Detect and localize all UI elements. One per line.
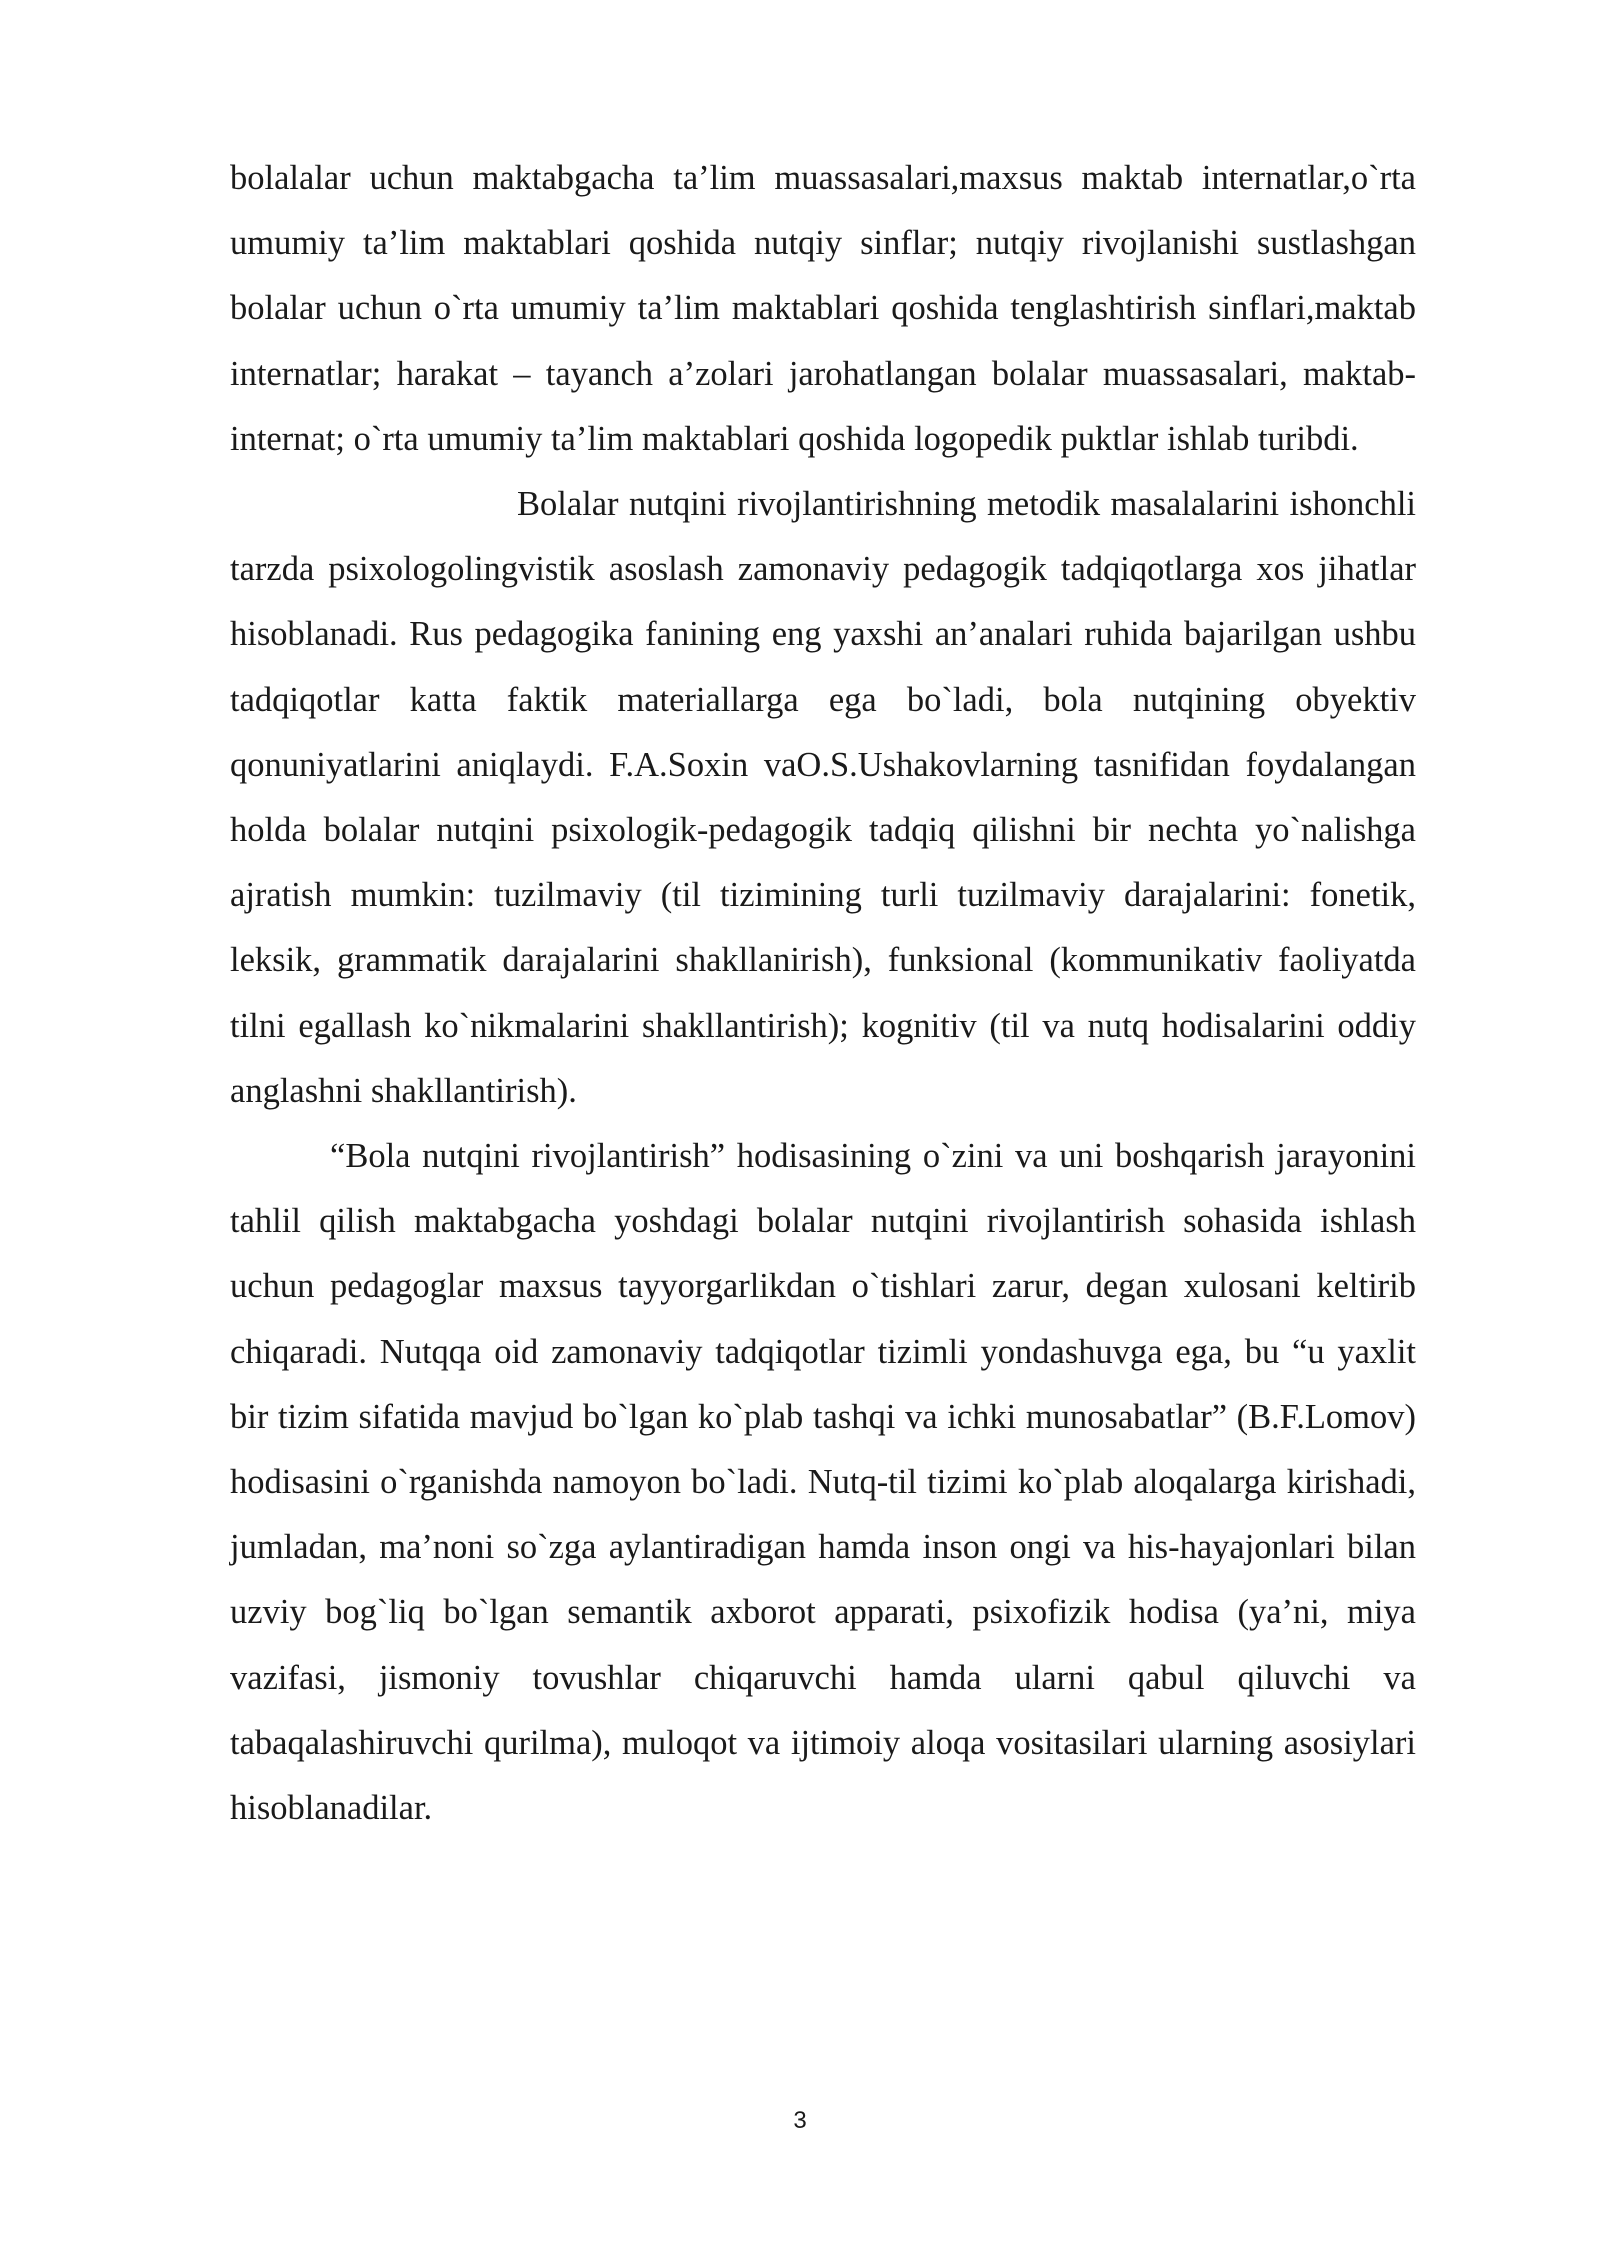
body-text bbox=[230, 146, 1416, 1841]
page-number: 3 bbox=[793, 2107, 807, 2134]
paragraph-continuation: bolalalar uchun maktabgacha ta’lim muassasalari,maxsus maktab internatlar,o`rta umumiy ta’lim maktablari qoshida nutqiy sinflar; nutqiy rivojlanishi sustlashgan bolalar uchun o`rta umumiy ta’lim maktablari qoshida tenglashtirish sinflari,maktab internatlar; harakat – tayanch a’zolari jarohatlangan bolalar muassasalari, maktab-internat; o`rta umumiy ta’lim maktablari qoshida logopedik puktlar ishlab turibdi. bbox=[230, 159, 1416, 458]
paragraph-methodology: Bolalar nutqini rivojlantirishning metodik masalalarini ishonchli tarzda psixologolingvistik asoslash zamonaviy pedagogik tadqiqotlarga xos jihatlar hisoblanadi. Rus pedagogika fanining eng yaxshi an’analari ruhida bajarilgan ushbu tadqiqotlar katta faktik materiallarga ega bo`ladi, bola nutqining obyektiv qonuniyatlarini aniqlaydi. F.A.Soxin vaO.S.Ushakovlarning tasnifidan foydalangan holda bolalar nutqini psixologik-pedagogik tadqiq qilishni bir nechta yo`nalishga ajratish mumkin: tuzilmaviy (til tizimining turli tuzilmaviy darajalarini: fonetik, leksik, grammatik darajalarini shakllanirish), funksional (kommunikativ faoliyatda tilni egallash ko`nikmalarini shakllantirish); kognitiv (til va nutq hodisalarini oddiy anglashni shakllantirish). bbox=[230, 485, 1416, 1110]
paragraph-speech-development: “Bola nutqini rivojlantirish” hodisasining o`zini va uni boshqarish jarayonini tahlil qilish maktabgacha yoshdagi bolalar nutqini rivojlantirish sohasida ishlash uchun pedagoglar maxsus tayyorgarlikdan o`tishlari zarur, degan xulosani keltirib chiqaradi. Nutqqa oid zamonaviy tadqiqotlar tizimli yondashuvga ega, bu “u yaxlit bir tizim sifatida mavjud bo`lgan ko`plab tashqi va ichki munosabatlar” (B.F.Lomov) hodisasini o`rganishda namoyon bo`ladi. Nutq-til tizimi ko`plab aloqalarga kirishadi, jumladan, ma’noni so`zga aylantiradigan hamda inson ongi va his-hayajonlari bilan uzviy bog`liq bo`lgan semantik axborot apparati, psixofizik hodisa (ya’ni, miya vazifasi, jismoniy tovushlar chiqaruvchi hamda ularni qabul qiluvchi va tabaqalashiruvchi qurilma), muloqot va ijtimoiy aloqa vositasilari ularning asosiylari hisoblanadilar. bbox=[230, 1137, 1416, 1828]
